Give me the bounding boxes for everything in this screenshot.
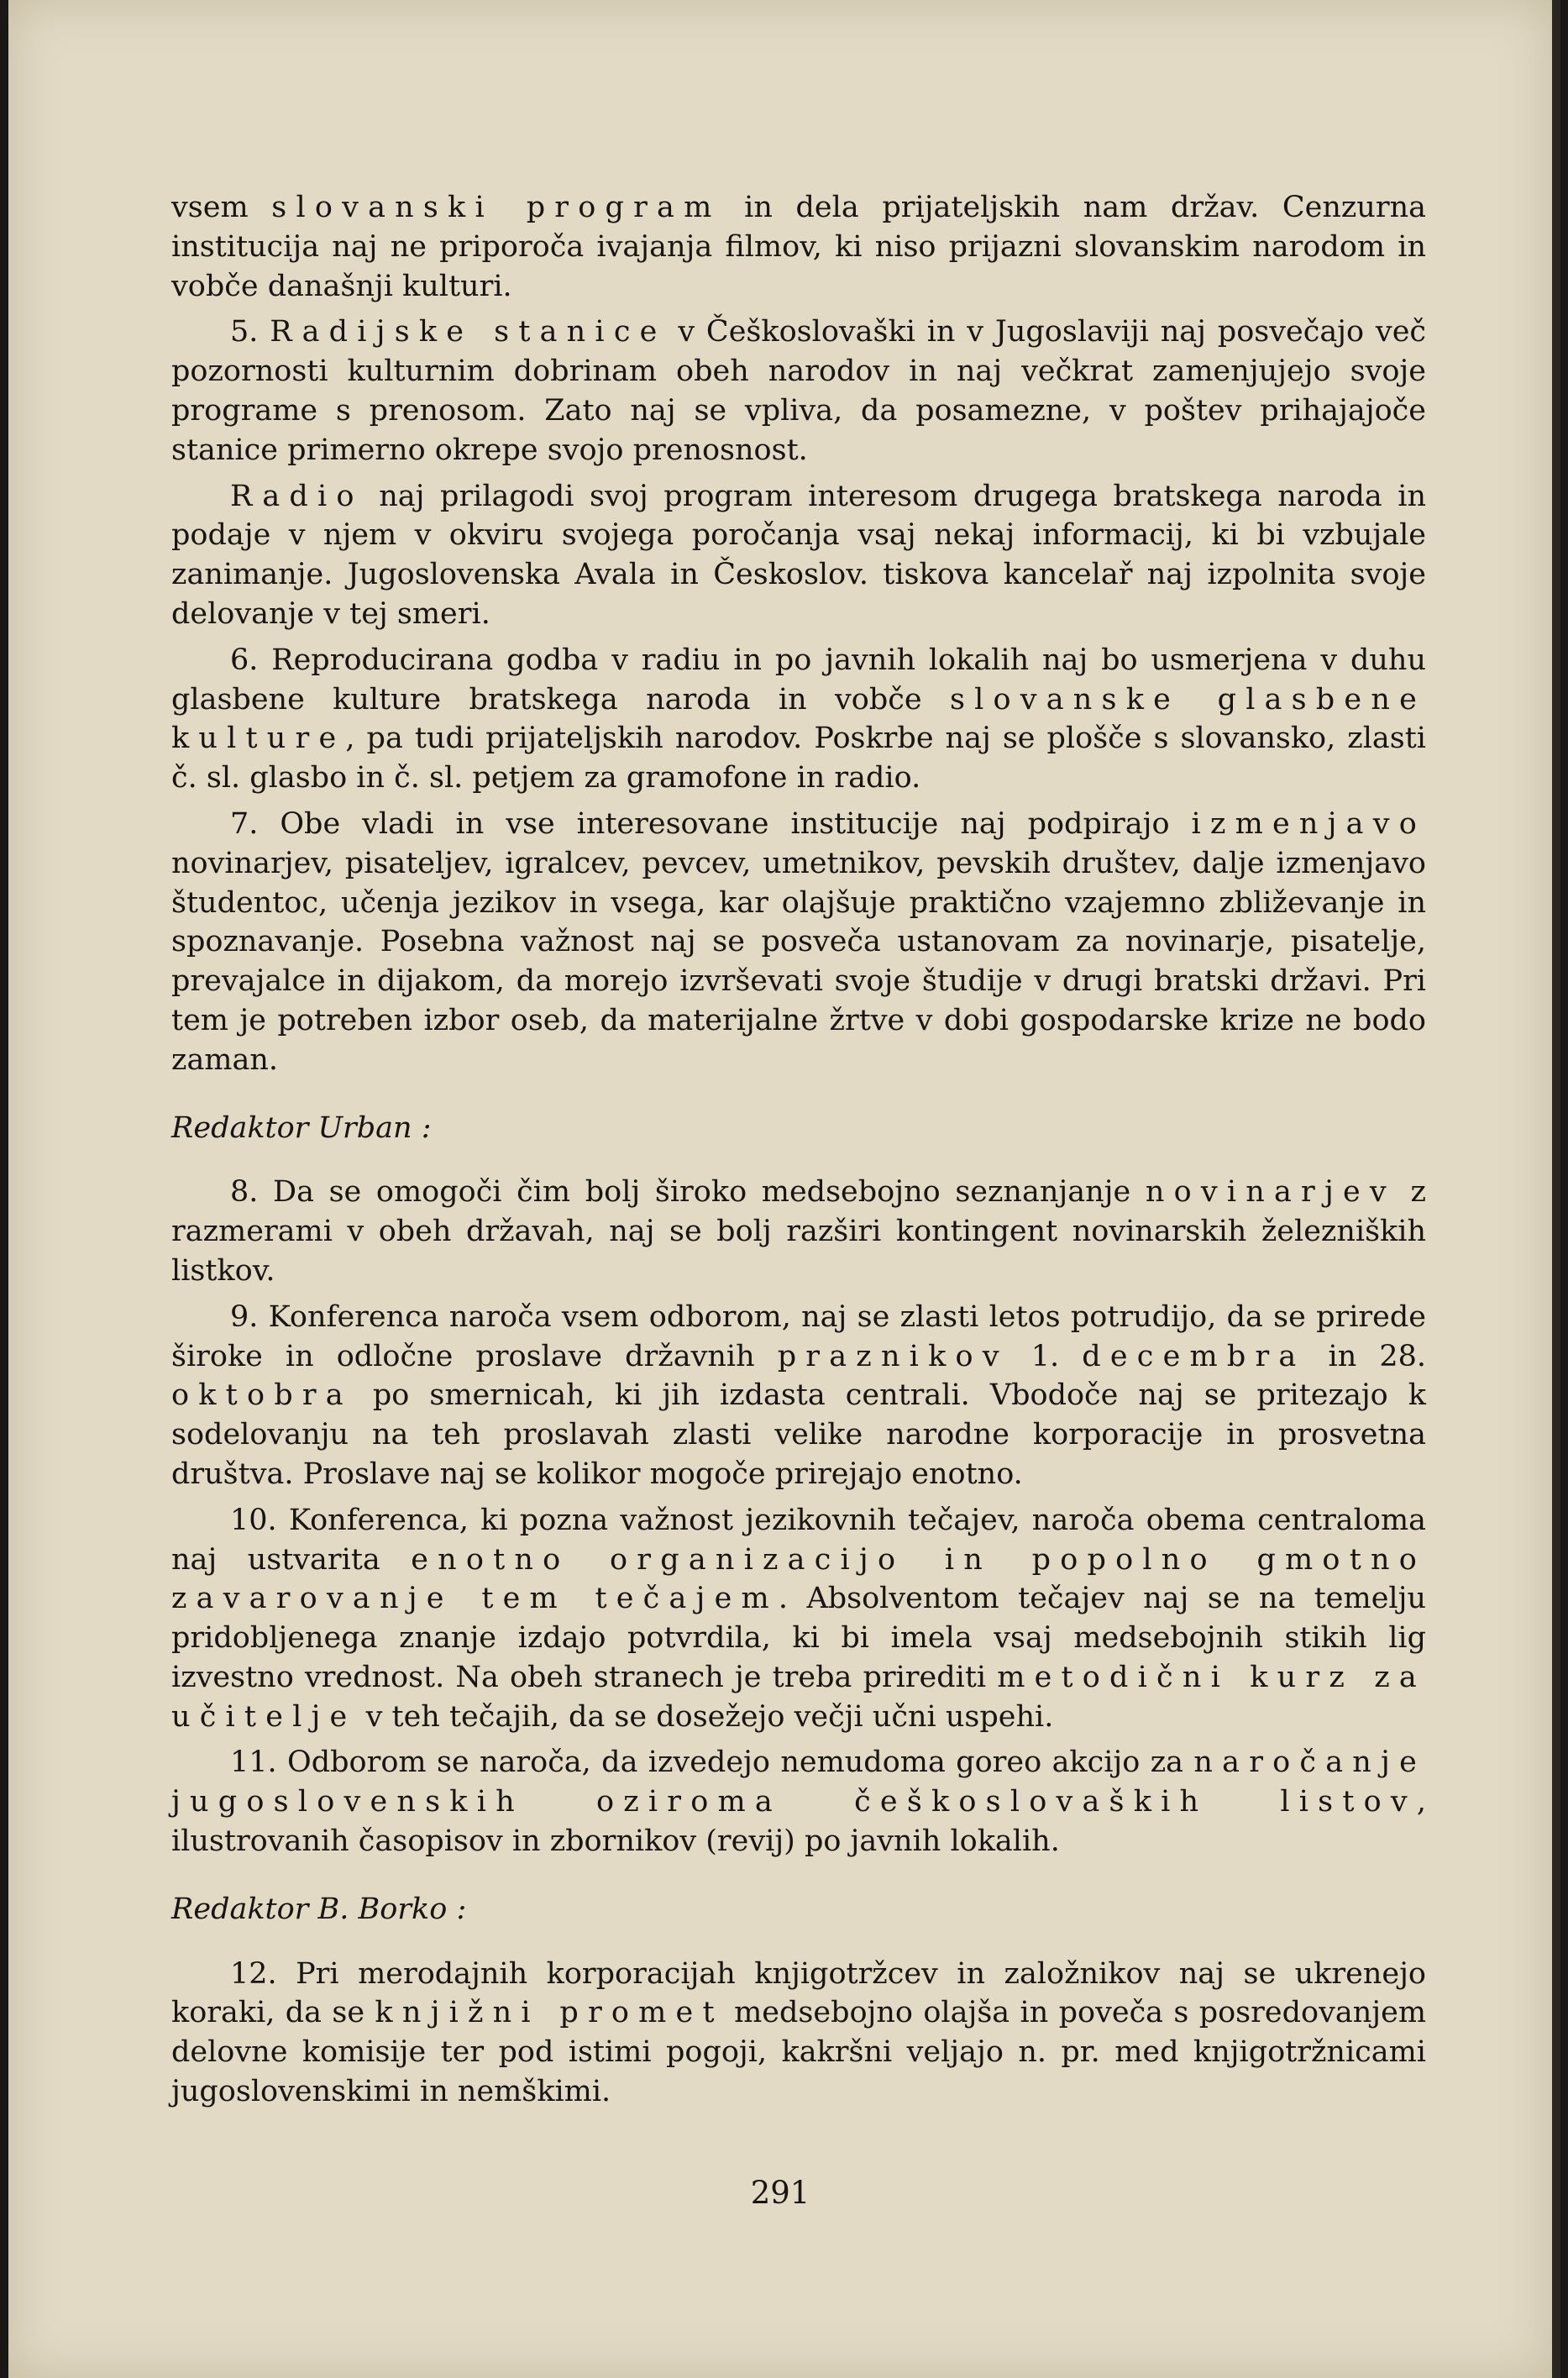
text-run: , ilustrovanih časopisov in zbornikov (revij) po javnih lokalih.: [171, 1785, 1426, 1859]
spaced-emphasis-text: metodični kurz za učitelje: [171, 1660, 1426, 1734]
paragraph: [171, 188, 1426, 306]
text-run: 8. Da se omogoči čim bolj široko medsebojno seznanjanje: [230, 1175, 1146, 1210]
text-run: 10. Konferenca, ki pozna važnost jezikovnih tečajev, naroča obema centraloma naj ustvarita: [171, 1503, 1426, 1577]
paragraph: [171, 641, 1426, 798]
text-run: . Absolventom tečajev naj se na temelju pridobljenega znanje izdajo potvrdila, ki bi imela vsaj medsebojnih stikih lig izvestno vrednost. Na obeh stranech je treba prirediti: [171, 1582, 1426, 1694]
section-heading-borko: Redaktor B. Borko :: [171, 1892, 467, 1926]
text-run: in 28.: [1305, 1339, 1426, 1373]
text-run: in dela prijateljskih nam držav. Cenzurna institucija naj ne priporoča ivajanja filmov, ki niso prijazni slovanskim narodom in vobče današnji kulturi.: [171, 191, 1426, 303]
paragraph: [171, 805, 1426, 1080]
paragraph: [171, 1955, 1426, 2112]
page-number: 291: [750, 2175, 810, 2211]
paragraph: [171, 1173, 1426, 1290]
text-run: z razmerami v obeh državah, naj se bolj razširi kontingent novinarskih železniških listkov.: [171, 1175, 1426, 1288]
spaced-emphasis-text: enotno organizacijo in popolno gmotno zavarovanje tem tečajem: [171, 1542, 1426, 1616]
spaced-emphasis-text: knjižni promet: [375, 1996, 724, 2030]
text-run: novinarjev, pisateljev, igralcev, pevcev, umetnikov, pevskih društev, dalje izmenjavo študentoc, učenja jezikov in vsega, kar olajšuje praktično vzajemno zbliževanje in spoznavanje. Posebna važnost naj se posveča ustanovam za novinarje, pisatelje, prevajalce in dijakom, da morejo izvrševati svoje študije v drugi bratski državi. Pri tem je potreben izbor oseb, da materijalne žrtve v dobi gospodarske krize ne bodo zaman.: [171, 846, 1426, 1077]
section-heading-urban: Redaktor Urban :: [171, 1110, 432, 1145]
text-run: medsebojno olajša in poveča s posredovanjem delovne komisije ter pod istimi pogoji, kakršni veljajo n. pr. med knjigotržnicami jugoslovenskimi in nemškimi.: [171, 1996, 1427, 2109]
spaced-emphasis-text: decembra: [1082, 1339, 1306, 1373]
spaced-emphasis-text: Radio: [230, 479, 364, 513]
text-run: vsem: [171, 191, 272, 224]
text-run: 5.: [230, 315, 270, 349]
spaced-emphasis-text: oktobra: [171, 1378, 353, 1413]
spaced-emphasis-text: naročanje jugoslovenskih oziroma češkoslovaških listov: [171, 1745, 1426, 1819]
paragraph: [171, 312, 1426, 470]
text-run: 1.: [1008, 1339, 1083, 1373]
text-run: 9. Konferenca naroča vsem odborom, naj se zlasti letos potrudijo, da se priredе široke in odločne proslave državnih: [171, 1299, 1426, 1373]
paragraph-group-1: [171, 188, 1426, 1080]
text-run: 11. Odborom se naroča, da izvedejo nemudoma goreo akcijo za: [230, 1745, 1194, 1780]
spaced-emphasis-text: praznikov: [777, 1339, 1009, 1373]
text-run: 7. Obe vladi in vse interesovane institucije naj podpirajo: [230, 806, 1192, 841]
paragraph: [171, 477, 1426, 634]
text-run: po smernicah, ki jih izdasta centrali. Vbodoče naj se pritezajo k sodelovanju na teh proslavah zlasti velike narodne korporacije in prosvetna društva. Proslave naj se kolikor mogoče prirejajo enotno.: [171, 1378, 1426, 1491]
text-run: 6. Reproducirana godba v radiu in po javnih lokalih naj bo usmerjena v duhu glasbene kulture bratskega naroda in vobče: [171, 643, 1426, 717]
spaced-emphasis-text: Radijske stanice: [270, 315, 667, 349]
page-body: [171, 188, 1426, 2118]
paragraph: [171, 1298, 1426, 1494]
spaced-emphasis-text: izmenjavo: [1191, 806, 1426, 841]
paragraph-group-2: [171, 1173, 1426, 1861]
book-page: [8, 0, 1560, 2378]
spaced-emphasis-text: slovanski program: [271, 191, 721, 224]
spaced-emphasis-text: slovanske glasbene kulture: [171, 682, 1426, 756]
text-run: , pa tudi prijateljskih narodov. Poskrbe naj se plošče s slovansko, zlasti č. sl. glasbo in č. sl. petjem za gramofone in radio.: [171, 722, 1426, 795]
paragraph-group-3: [171, 1955, 1426, 2112]
paragraph: [171, 1501, 1426, 1737]
paragraph: [171, 1743, 1426, 1861]
text-run: v Češkoslovaški in v Jugoslaviji naj posvečajo več pozornosti kulturnim dobrinam obeh narodov in naj večkrat zamenjujejo svoje programe s prenosom. Zato naj se vpliva, da posamezne, v poštev prihajajoče stanice primerno okrepe svojo prenosnost.: [171, 315, 1427, 467]
text-run: 12. Pri merodajnih korporacijah knjigotržcev in založnikov naj se ukrenejo koraki, da se: [171, 1956, 1426, 2030]
text-run: v teh tečajih, da se dosežejo večji učni uspehi.: [356, 1699, 1054, 1734]
text-run: naj prilagodi svoj program interesom drugega bratskega naroda in podaje v njem v okviru svojega poročanja vsaj nekaj informacij, ki bi vzbujale zanimanje. Jugoslovenska Avala in Českoslov. tiskova kancelař naj izpolnita svoje delovanje v tej smeri.: [171, 479, 1426, 631]
spaced-emphasis-text: novinarjev: [1145, 1175, 1396, 1210]
